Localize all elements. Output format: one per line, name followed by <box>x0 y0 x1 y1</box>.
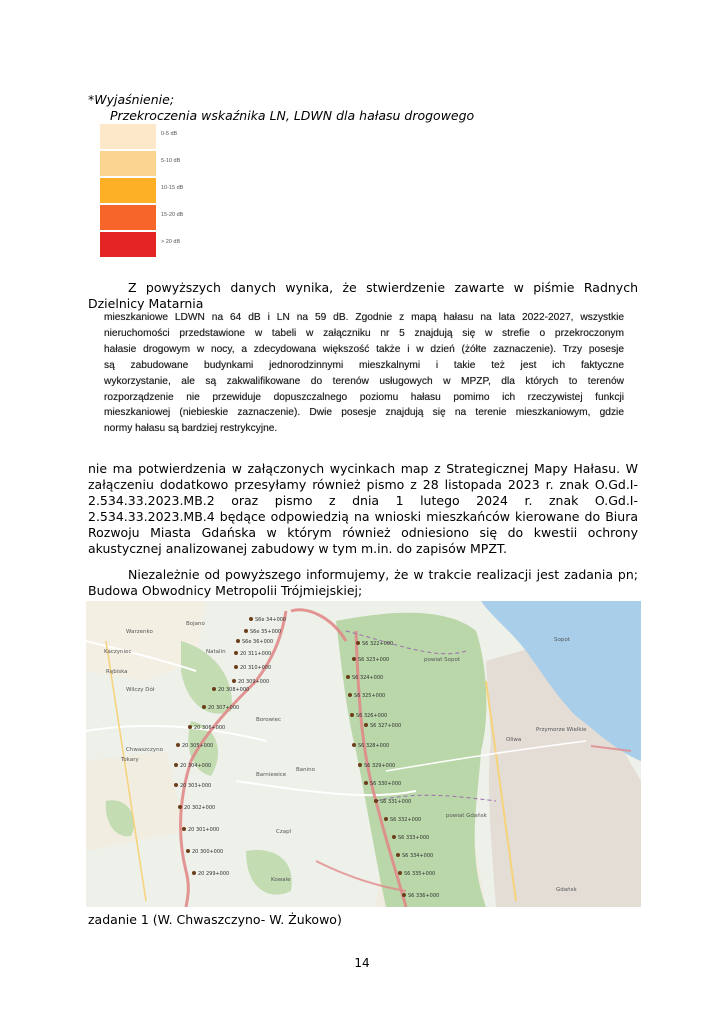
paragraph-1-text: Z powyższych danych wynika, że stwierdzenie zawarte w piśmie Radnych Dzielnicy Matarnia <box>88 280 638 311</box>
paragraph-3 <box>88 567 638 599</box>
svg-text:S6 328+000: S6 328+000 <box>358 743 390 749</box>
place-label: Tokary <box>121 757 139 763</box>
chainage-marker <box>352 657 389 663</box>
svg-text:S6 331+000: S6 331+000 <box>380 799 412 805</box>
svg-text:S6 326+000: S6 326+000 <box>356 713 388 719</box>
chainage-marker <box>236 639 273 645</box>
svg-text:S6 336+000: S6 336+000 <box>408 893 440 899</box>
place-label: Czapl <box>276 829 292 835</box>
paragraph-3-text: Niezależnie od powyższego informujemy, że w trakcie realizacji jest zadania pn; Budowa Obwodnicy Metropolii Trójmiejskiej; <box>88 567 638 598</box>
quote-line: mieszkaniowej (niebieskie zaznaczenie). Dwie posesje znajdują się na terenie mieszkaniowym, gdzie <box>104 407 624 419</box>
legend-row <box>100 230 210 257</box>
place-label: Rębiska <box>106 669 128 675</box>
svg-text:20 311+000: 20 311+000 <box>240 651 272 657</box>
legend-label: 0-5 dB <box>161 131 178 137</box>
svg-text:20 310+000: 20 310+000 <box>240 665 272 671</box>
paragraph-2: nie ma potwierdzenia w załączonych wycinkach map z Strategicznej Mapy Hałasu. W załączeniu dodatkowo przesyłamy również pismo z 28 listopada 2023 r. znak O.Gd.I-2.534.33.2023.MB.2 oraz pismo z dnia 1 lutego 2024 r. znak O.Gd.I-2.534.33.2023.MB.4 będące odpowiedzią na wnioski mieszkańców kierowane do Biura Rozwoju Miasta Gdańska w którym również odniesiono się do kwestii ochrony akustycznej analizowanej zabudowy w tym m.in. do zapisów MPZT. <box>88 461 638 556</box>
svg-text:S6e 34+000: S6e 34+000 <box>255 617 287 623</box>
chainage-marker <box>178 805 215 811</box>
chainage-marker <box>174 783 211 789</box>
chainage-marker <box>356 641 393 647</box>
svg-text:20 306+000: 20 306+000 <box>194 725 226 731</box>
chainage-marker <box>232 679 269 685</box>
legend-title: Przekroczenia wskaźnika LN, LDWN dla hałasu drogowego <box>110 108 475 123</box>
chainage-marker <box>174 763 211 769</box>
chainage-marker <box>364 781 401 787</box>
legend-label: 15-20 dB <box>161 212 184 218</box>
route-map <box>86 601 641 907</box>
place-label: Natalin <box>206 649 226 655</box>
chainage-marker <box>374 799 411 805</box>
place-label: Wilczy Dół <box>126 687 155 693</box>
chainage-marker <box>186 849 223 855</box>
chainage-marker <box>182 827 219 833</box>
legend-swatch <box>100 205 156 230</box>
map-caption: zadanie 1 (W. Chwaszczyno- W. Żukowo) <box>88 912 342 927</box>
chainage-marker <box>234 651 271 657</box>
place-label: Banino <box>296 767 316 773</box>
chainage-marker <box>402 893 439 899</box>
svg-text:S6 335+000: S6 335+000 <box>404 871 436 877</box>
legend-row <box>100 203 210 230</box>
chainage-marker <box>192 871 229 877</box>
place-label: Oliwa <box>506 737 522 743</box>
chainage-marker <box>348 693 385 699</box>
chainage-marker <box>350 713 387 719</box>
svg-text:20 301+000: 20 301+000 <box>188 827 220 833</box>
quoted-excerpt <box>104 310 624 437</box>
place-label: Kaczyniec <box>104 649 132 655</box>
quote-line: mieszkaniowe LDWN na 64 dB i LN na 59 dB. Zgodnie z mapą hałasu na lata 2022-2027, wszystkie <box>104 312 624 323</box>
chainage-marker <box>202 705 239 711</box>
place-label: powiat Sopot <box>424 657 461 663</box>
chainage-marker <box>249 617 286 623</box>
svg-text:S6 330+000: S6 330+000 <box>370 781 402 787</box>
svg-text:20 309+000: 20 309+000 <box>238 679 270 685</box>
place-label: Borowiec <box>256 717 282 723</box>
svg-text:S6 325+000: S6 325+000 <box>354 693 386 699</box>
page-number: 14 <box>354 956 370 970</box>
legend-swatch <box>100 124 156 149</box>
place-label: Chwaszczyno <box>126 747 163 753</box>
quote-line: nieruchomości przedstawione w tabeli w załączniku nr 5 znajdują się w strefie o przekroczonym <box>104 327 624 339</box>
svg-text:S6e 35+000: S6e 35+000 <box>250 629 282 635</box>
quote-line: normy hałasu są bardziej restrykcyjne. <box>104 423 278 435</box>
chainage-marker <box>392 835 429 841</box>
place-label: Barniewice <box>256 772 287 778</box>
legend-swatch <box>100 151 156 176</box>
quote-line: są zabudowane budynkami jednorodzinnymi mieszkalnymi i takie też jest ich faktyczne <box>104 359 624 371</box>
quote-line: rozporządzenie nie przewiduje dopuszczalnego poziomu hałasu pomimo ich rzeczywistej funkcji <box>104 391 624 403</box>
svg-text:S6 327+000: S6 327+000 <box>370 723 402 729</box>
svg-text:S6 334+000: S6 334+000 <box>402 853 434 859</box>
svg-text:S6 322+000: S6 322+000 <box>362 641 394 647</box>
legend-row <box>100 122 210 149</box>
place-label: Przymorze Wielkie <box>536 727 587 733</box>
chainage-marker <box>384 817 421 823</box>
svg-text:20 304+000: 20 304+000 <box>180 763 212 769</box>
legend-swatch <box>100 232 156 257</box>
legend-row <box>100 149 210 176</box>
note-title: *Wyjaśnienie; <box>88 92 175 107</box>
svg-text:20 299+000: 20 299+000 <box>198 871 230 877</box>
quote-line: wykorzystanie, ale są zakwalifikowane do terenów usługowych w MPZP, dla których to terenów <box>104 375 624 387</box>
place-label: Sopot <box>554 637 570 643</box>
chainage-marker <box>212 687 249 693</box>
svg-text:S6 323+000: S6 323+000 <box>358 657 390 663</box>
place-label: Bojano <box>186 621 205 627</box>
svg-text:S6e 36+000: S6e 36+000 <box>242 639 274 645</box>
chainage-marker <box>244 629 281 635</box>
chainage-marker <box>352 743 389 749</box>
chainage-marker <box>188 725 225 731</box>
svg-text:20 308+000: 20 308+000 <box>218 687 250 693</box>
svg-text:20 302+000: 20 302+000 <box>184 805 216 811</box>
svg-text:20 303+000: 20 303+000 <box>180 783 212 789</box>
noise-legend <box>100 122 210 257</box>
svg-text:S6 332+000: S6 332+000 <box>390 817 422 823</box>
chainage-marker <box>234 665 271 671</box>
legend-label: > 20 dB <box>161 239 181 245</box>
paragraph-1 <box>88 280 638 312</box>
svg-text:S6 333+000: S6 333+000 <box>398 835 430 841</box>
chainage-marker <box>396 853 433 859</box>
chainage-marker <box>176 743 213 749</box>
quote-line: hałasie drogowym w nocy, a zdecydowana większość także i w dzień (żółte zaznaczenie). Trzy posesje <box>104 343 624 355</box>
place-label: powiat Gdańsk <box>446 813 487 819</box>
place-label: Gdańsk <box>556 887 577 893</box>
svg-text:20 300+000: 20 300+000 <box>192 849 224 855</box>
legend-swatch <box>100 178 156 203</box>
chainage-marker <box>364 723 401 729</box>
svg-text:S6 324+000: S6 324+000 <box>352 675 384 681</box>
chainage-marker <box>346 675 383 681</box>
legend-row <box>100 176 210 203</box>
svg-text:S6 329+000: S6 329+000 <box>364 763 396 769</box>
chainage-marker <box>398 871 435 877</box>
place-label: Kowale <box>271 877 291 883</box>
legend-label: 10-15 dB <box>161 185 184 191</box>
chainage-marker <box>358 763 395 769</box>
svg-text:20 305+000: 20 305+000 <box>182 743 214 749</box>
legend-label: 5-10 dB <box>161 158 181 164</box>
svg-text:20 307+000: 20 307+000 <box>208 705 240 711</box>
place-label: Warzenko <box>126 629 153 635</box>
